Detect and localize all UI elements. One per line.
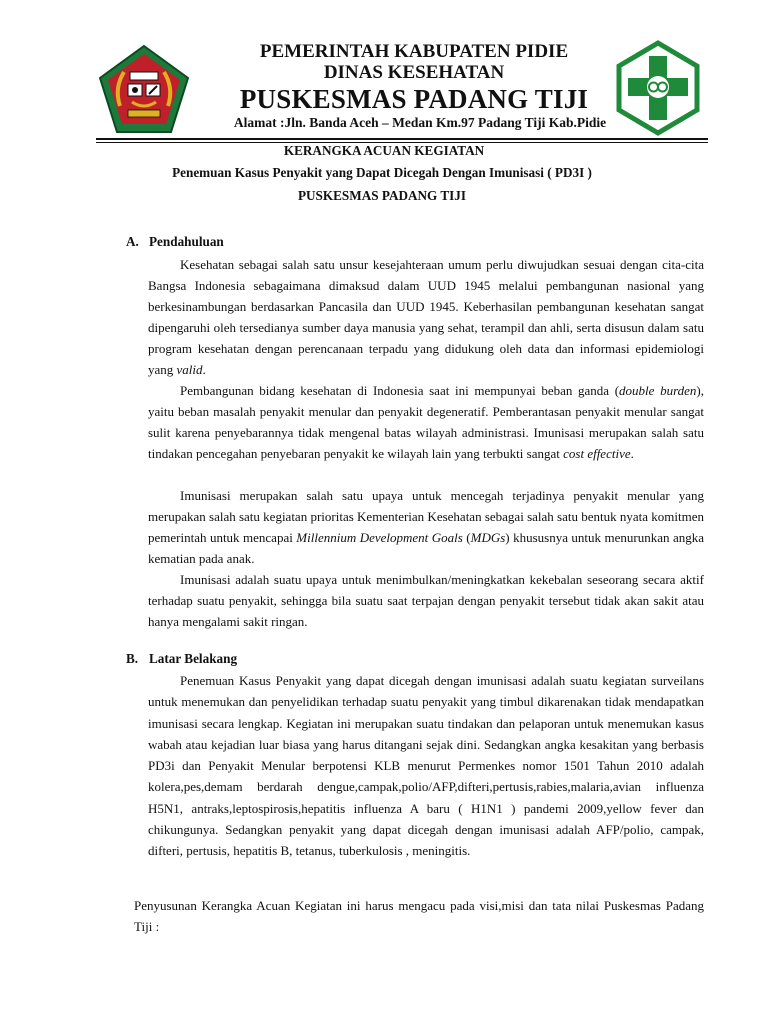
closing-paragraph: Penyusunan Kerangka Acuan Kegiatan ini harus mengacu pada visi,misi dan tata nilai Puskesmas Padang Tiji : xyxy=(134,898,704,934)
letterhead-divider xyxy=(96,138,708,140)
section-a-paragraph-2: Pembangunan bidang kesehatan di Indonesia saat ini mempunyai beban ganda (double burden), yaitu beban masalah penyakit menular dan penyakit degeneratif. Pemberantasan penyakit menular sangat sulit karena penyebarannya tidak mengenal batas wilayah administrasi. Imunisasi merupakan salah satu tindakan pencegahan penyebaran penyakit ke wilayah lain yang terbukti sangat cost effective. xyxy=(148,383,705,461)
section-b-letter: B. xyxy=(126,651,139,666)
section-a-paragraph-3: Imunisasi merupakan salah satu upaya untuk mencegah terjadinya penyakit menular yang merupakan salah satu kegiatan prioritas Kementerian Kesehatan sebagai salah satu bentuk nyata komitmen pemerintah untuk mencapai Millennium Development Goals (MDGs) khususnya untuk menurunkan angka kematian pada anak. xyxy=(148,488,704,566)
section-a-title: Pendahuluan xyxy=(149,234,224,249)
document-title: KERANGKA ACUAN KEGIATAN xyxy=(283,143,485,158)
document-organization: PUSKESMAS PADANG TIJI xyxy=(297,188,467,203)
puskesmas-cross-logo-icon xyxy=(616,40,700,136)
section-a-paragraph-1: Kesehatan sebagai salah satu unsur kesejahteraan umum perlu diwujudkan sesuai dengan cita-cita Bangsa Indonesia sebagaimana dimaksud dalam UUD 1945 melalui pembangunan nasional yang berkesinambungan berdasarkan Pancasila dan UUD 1945. Keberhasilan pembangunan kesehatan sangat dipengaruhi oleh tersedianya sumber daya manusia yang sehat, terampil dan ahli, serta disusun dalam satu program kesehatan dengan perencanaan terpadu yang didukung oleh data dan informasi epidemiologi yang valid. xyxy=(148,257,704,377)
letterhead-address: Alamat :Jln. Banda Aceh – Medan Km.97 Padang Tiji Kab.Pidie xyxy=(233,115,607,130)
letterhead-line-3: PUSKESMAS PADANG TIJI xyxy=(239,84,589,114)
section-a-paragraph-4: Imunisasi adalah suatu upaya untuk menimbulkan/meningkatkan kekebalan seseorang secara aktif terhadap suatu penyakit, sehingga bila suatu saat terpajan dengan penyakit tersebut tidak akan sakit atau hanya mengalami sakit ringan. xyxy=(148,572,704,629)
letterhead-line-1: PEMERINTAH KABUPATEN PIDIE xyxy=(259,41,569,62)
section-b-paragraph-1: Penemuan Kasus Penyakit yang dapat dicegah dengan imunisasi adalah suatu kegiatan surveilans untuk menemukan dan penyelidikan terhadap suatu penyakit yang timbul dikarenakan tidak mendapatkan imunisasi secara lengkap. Kegiatan ini merupakan suatu tindakan dan pelaporan untuk menemukan kasus wabah atau kejadian luar biasa yang harus ditangani sejak dini. Sedangkan angka kesakitan yang berbasis PD3i dan Penyakit Menular berpotensi KLB menurut Permenkes nomor 1501 Tahun 2010 adalah kolera,pes,demam berdarah dengue,campak,polio/AFP,difteri,pertusis,rabies,malaria,avian influenza H5N1, antraks,leptospirosis,hepatitis influenza A baru ( H1N1 ) pandemi 2009,yellow fever dan chikungunya. Sedangkan penyakit yang dapat dicegah dengan imunisasi adalah AFP/polio, campak, difteri, pertusis, hepatitis B, tetanus, tuberkulosis , meningitis. xyxy=(148,673,704,859)
section-b-title: Latar Belakang xyxy=(149,651,238,666)
document-subtitle: Penemuan Kasus Penyakit yang Dapat Dicegah Dengan Imunisasi ( PD3I ) xyxy=(172,165,592,180)
section-a-letter: A. xyxy=(126,234,139,249)
letterhead-line-2: DINAS KESEHATAN xyxy=(323,62,505,83)
